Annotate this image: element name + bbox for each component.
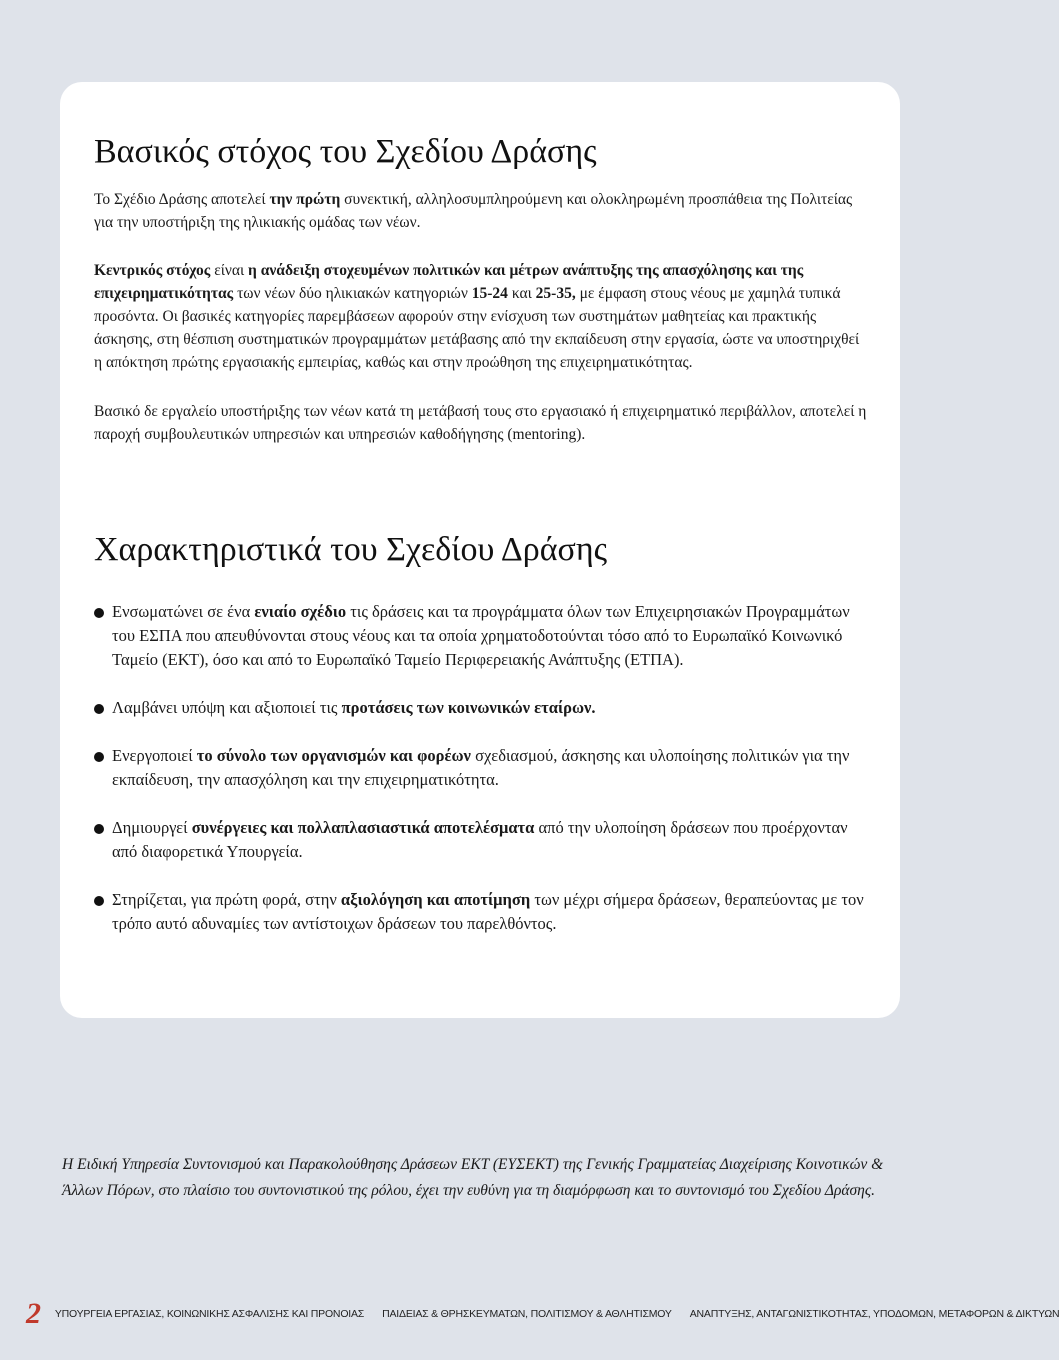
text-run: τις δράσεις και τα προγράμματα όλων των Επιχειρησιακών Προγραμμάτων του ΕΣΠΑ που απευθύνονται στους νέους και τα οποία χρηματοδοτούνται τόσο από το Ευρωπαϊκό Κοινωνικό Ταμείο (ΕΚΤ), όσο και από το Ευρωπαϊκό Ταμείο Περιφερειακής Ανάπτυξης (ΕΤΠΑ). xyxy=(112,602,850,669)
text-run: Ενεργοποιεί xyxy=(112,746,197,765)
content-card xyxy=(60,82,900,1018)
footer-bar xyxy=(26,1296,1059,1332)
bullet-icon xyxy=(94,704,104,714)
bullet-icon xyxy=(94,824,104,834)
text-bold: ενιαίο σχέδιο xyxy=(254,602,347,621)
text-run: είναι xyxy=(210,262,249,279)
text-run: Λαμβάνει υπόψη και αξιοποιεί τις xyxy=(112,698,342,717)
bullet-icon xyxy=(94,752,104,762)
page-number: 2 xyxy=(26,1297,41,1330)
text-run: Το Σχέδιο Δράσης αποτελεί xyxy=(94,191,270,208)
footer-note: Η Ειδική Υπηρεσία Συντονισμού και Παρακολούθησης Δράσεων ΕΚΤ (ΕΥΣΕΚΤ) της Γενικής Γραμματείας Διαχείρισης Κοινοτικών & Άλλων Πόρων, στο πλαίσιο του συντονιστικού της ρόλου, έχει την ευθύνη για τη διαμόρφωση και το συντονισμό του Σχεδίου Δράσης. xyxy=(62,1156,884,1199)
text-bold: την πρώτη xyxy=(269,191,341,208)
list-item xyxy=(94,888,868,936)
text-run: των μέχρι σήμερα δράσεων, θεραπεύοντας με τον τρόπο αυτό αδυναμίες των αντίστοιχων δράσεων του παρελθόντος. xyxy=(112,890,864,933)
text-bold: το σύνολο των οργανισμών και φορέων xyxy=(196,746,471,765)
mentoring-paragraph: Βασικό δε εργαλείο υποστήριξης των νέων κατά τη μετάβασή τους στο εργασιακό ή επιχειρηματικό περιβάλλον, αποτελεί η παροχή συμβουλευτικών υπηρεσιών και υπηρεσιών καθοδήγησης (mentoring). xyxy=(94,403,867,443)
text-run: Ενσωματώνει σε ένα xyxy=(112,602,255,621)
features-list xyxy=(94,600,868,936)
text-run: των νέων δύο ηλικιακών κατηγοριών xyxy=(233,285,472,302)
bullet-icon xyxy=(94,896,104,906)
list-item xyxy=(94,816,868,864)
ministry-education: ΠΑΙΔΕΙΑΣ & ΘΡΗΣΚΕΥΜΑΤΩΝ, ΠΟΛΙΤΙΣΜΟΥ & ΑΘΛΗΤΙΣΜΟΥ xyxy=(382,1308,672,1320)
text-run: από την υλοποίηση δράσεων που προέρχονταν από διαφορετικά Υπουργεία. xyxy=(112,818,848,861)
text-bold: προτάσεις των κοινωνικών εταίρων. xyxy=(341,698,596,717)
text-bold: Κεντρικός στόχος xyxy=(94,262,211,279)
text-bold: 15-24 xyxy=(471,285,508,302)
text-bold: συνέργειες και πολλαπλασιαστικά αποτελέσματα xyxy=(191,818,535,837)
text-run: και xyxy=(507,285,536,302)
text-bold: αξιολόγηση και αποτίμηση xyxy=(340,890,531,909)
central-goal-paragraph xyxy=(94,259,868,374)
list-item xyxy=(94,744,868,792)
ministry-labor: ΥΠΟΥΡΓΕΙΑ ΕΡΓΑΣΙΑΣ, ΚΟΙΝΩΝΙΚΗΣ ΑΣΦΑΛΙΣΗΣ ΚΑΙ ΠΡΟΝΟΙΑΣ xyxy=(54,1308,365,1320)
text-bold: 25-35, xyxy=(535,285,576,302)
list-item xyxy=(94,600,868,672)
text-run: συνεκτική, αλληλοσυμπληρούμενη και ολοκληρωμένη προσπάθεια της Πολιτείας για την υποστήριξη της ηλικιακής ομάδας των νέων. xyxy=(94,191,853,231)
text-bold: η ανάδειξη στοχευμένων πολιτικών και μέτρων ανάπτυξης της απασχόλησης και της επιχειρηματικότητας xyxy=(94,262,804,302)
section-title-features: Χαρακτηριστικά του Σχεδίου Δράσης xyxy=(94,531,608,568)
ministry-development: ΑΝΑΠΤΥΞΗΣ, ΑΝΤΑΓΩΝΙΣΤΙΚΟΤΗΤΑΣ, ΥΠΟΔΟΜΩΝ, ΜΕΤΑΦΟΡΩΝ & ΔΙΚΤΥΩΝ xyxy=(689,1308,1059,1320)
text-run: Στηρίζεται, για πρώτη φορά, στην xyxy=(112,890,341,909)
text-run: σχεδιασμού, άσκησης και υλοποίησης πολιτικών για την εκπαίδευση, την απασχόληση και την επιχειρηματικότητα. xyxy=(112,746,850,789)
bullet-icon xyxy=(94,608,104,618)
section-title-main-goal: Βασικός στόχος του Σχεδίου Δράσης xyxy=(94,133,597,170)
intro-paragraph xyxy=(94,188,868,234)
list-item xyxy=(94,696,868,720)
text-run: Δημιουργεί xyxy=(112,818,192,837)
text-run: με έμφαση στους νέους με χαμηλά τυπικά προσόντα. Οι βασικές κατηγορίες παρεμβάσεων αφορούν στην ενίσχυση των συστημάτων μαθητείας και πρακτικής άσκησης, στη θέσπιση συστηματικών προγραμμάτων μετάβασης από την εκπαίδευση στην εργασία, ώστε να υποστηριχθεί η απόκτηση πρώτης εργασιακής εμπειρίας, καθώς και στην προώθηση της επιχειρηματικότητας. xyxy=(94,285,860,371)
